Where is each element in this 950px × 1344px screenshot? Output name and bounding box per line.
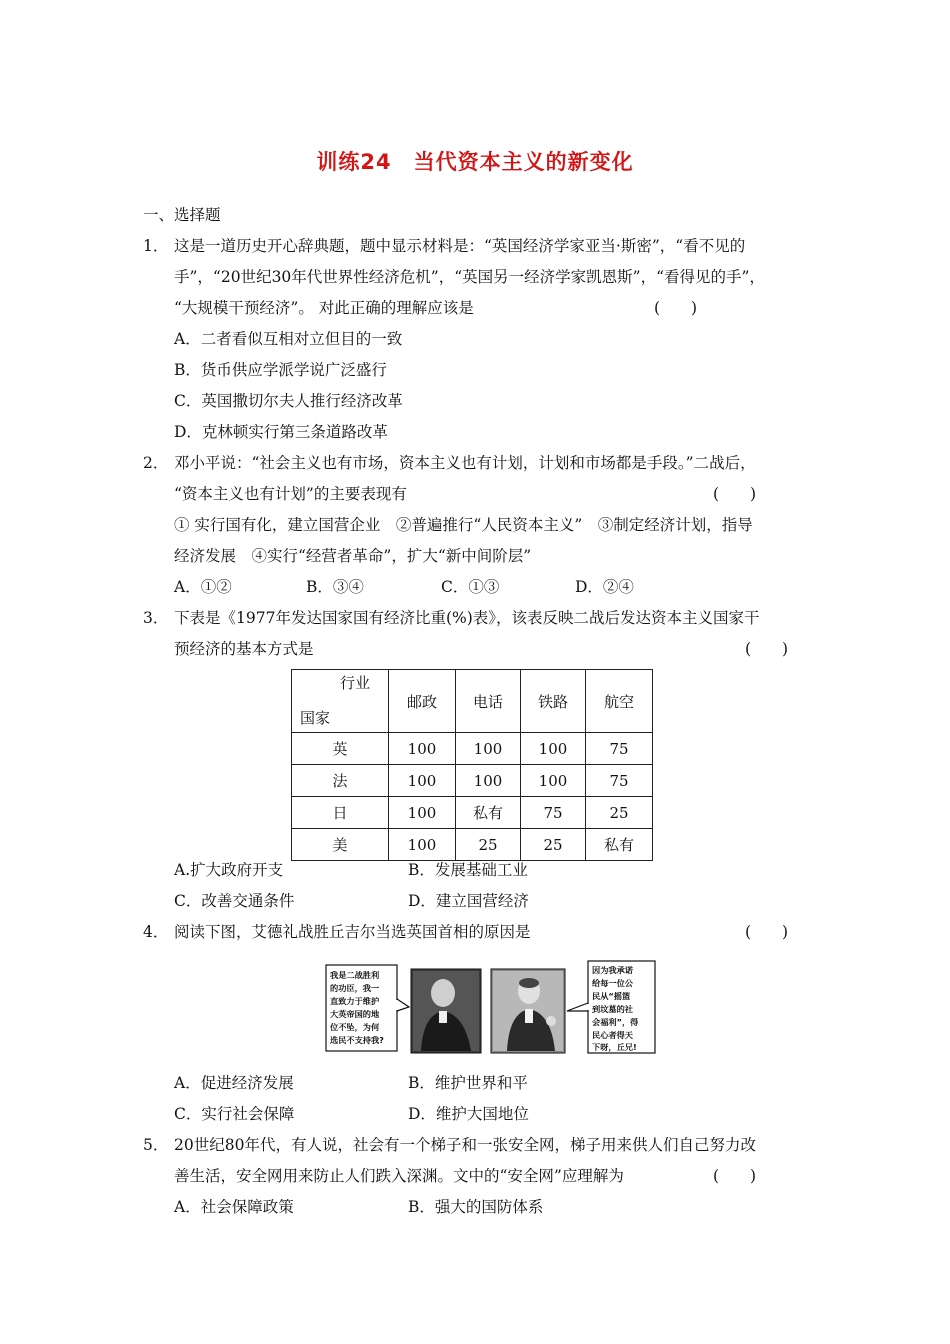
question-1-option-c: C．英国撒切尔夫人推行经济改革	[174, 392, 403, 410]
question-2-line-2: “资本主义也有计划”的主要表现有	[174, 485, 407, 503]
column-header: 邮政	[389, 670, 456, 733]
question-2-option-c: C．①③	[441, 578, 500, 596]
left-bubble-line: 大英帝国的地	[330, 1009, 380, 1019]
table-cell: 100	[456, 765, 521, 797]
question-1-option-b: B．货币供应学派学说广泛盛行	[174, 361, 387, 379]
column-header: 铁路	[521, 670, 586, 733]
question-3-option-c: C．改善交通条件	[174, 892, 295, 910]
table-row	[292, 797, 653, 829]
question-1-option-d: D．克林顿实行第三条道路改革	[174, 423, 388, 441]
right-bubble-line: 给每一位公	[592, 978, 633, 988]
left-bubble-line: 我是二战胜利	[330, 970, 380, 980]
question-5-line-2: 善生活，安全网用来防止人们跌入深渊。文中的“安全网”应理解为	[174, 1167, 624, 1185]
table-row	[292, 733, 653, 765]
table-cell: 100	[389, 765, 456, 797]
column-header: 电话	[456, 670, 521, 733]
question-1-line-1: 这是一道历史开心辞典题，题中显示材料是：“英国经济学家亚当·斯密”，“看不见的	[174, 237, 746, 255]
right-bubble-line: 下呀，丘兄!	[592, 1042, 637, 1052]
table-row	[292, 829, 653, 861]
table-cell: 25	[456, 829, 521, 861]
table-cell: 私有	[586, 829, 653, 861]
question-5-number: 5．	[143, 1136, 169, 1154]
table-cell: 100	[389, 829, 456, 861]
question-3-answer-blank: ( )	[745, 640, 789, 658]
right-bubble-line: 到坟墓的社	[592, 1004, 633, 1014]
question-1-option-a: A．二者看似互相对立但目的一致	[174, 330, 403, 348]
question-2-answer-blank: ( )	[713, 485, 757, 503]
question-1-answer-blank: ( )	[654, 299, 698, 317]
table-cell: 75	[586, 765, 653, 797]
question-4-number: 4．	[143, 923, 169, 941]
left-bubble-line: 的功臣，我一	[330, 983, 380, 993]
question-3-line-1: 下表是《1977年发达国家国有经济比重(%)表》，该表反映二战后发达资本主义国家干	[174, 609, 760, 627]
table-cell: 100	[389, 733, 456, 765]
right-bubble-line: 民从“摇篮	[592, 991, 631, 1001]
column-header: 航空	[586, 670, 653, 733]
question-1-line-2: 手”，“20世纪30年代世界性经济危机”，“英国另一经济学家凯恩斯”，“看得见的手”，	[174, 268, 765, 286]
attlee-photo	[491, 969, 565, 1053]
left-bubble-line: 位不坠，为何	[330, 1022, 380, 1032]
right-bubble-line: 会福利”，得	[592, 1017, 639, 1027]
question-5-option-a: A．社会保障政策	[174, 1198, 294, 1216]
left-bubble-line: 选民不支持我?	[330, 1035, 384, 1045]
table-header-corner	[292, 670, 389, 733]
churchill-photo	[411, 969, 481, 1053]
left-bubble-line: 直致力于维护	[330, 996, 380, 1006]
table-row	[292, 765, 653, 797]
question-1-line-3: “大规模干预经济”。 对此正确的理解应该是	[174, 299, 474, 317]
row-country: 美	[292, 829, 389, 861]
table-cell: 25	[521, 829, 586, 861]
question-3-option-d: D．建立国营经济	[408, 892, 529, 910]
question-3-line-2: 预经济的基本方式是	[174, 640, 314, 658]
question-2-line-3: ① 实行国有化，建立国营企业 ②普遍推行“人民资本主义” ③制定经济计划，指导	[174, 516, 753, 534]
question-4-line-1: 阅读下图，艾德礼战胜丘吉尔当选英国首相的原因是	[174, 923, 531, 941]
header-industry-label: 行业	[339, 674, 370, 692]
question-2-line-1: 邓小平说：“社会主义也有市场，资本主义也有计划，计划和市场都是手段。”二战后，	[174, 454, 756, 472]
table-cell: 75	[586, 733, 653, 765]
question-3-number: 3．	[143, 609, 169, 627]
question-4-answer-blank: ( )	[745, 923, 789, 941]
churchill-attlee-cartoon	[325, 959, 656, 1055]
left-speech-bubble	[326, 965, 409, 1051]
row-country: 法	[292, 765, 389, 797]
page-title: 训练24 当代资本主义的新变化	[316, 150, 634, 174]
question-4-option-a: A．促进经济发展	[174, 1074, 294, 1092]
right-bubble-line: 民心者得天	[592, 1030, 633, 1040]
table-cell: 100	[456, 733, 521, 765]
question-3-option-a: A.扩大政府开支	[174, 861, 284, 879]
table-cell: 75	[521, 797, 586, 829]
right-speech-bubble	[567, 961, 655, 1053]
question-2-number: 2．	[143, 454, 169, 472]
question-5-option-b: B．强大的国防体系	[408, 1198, 544, 1216]
question-2-option-d: D．②④	[575, 578, 634, 596]
question-3-option-b: B．发展基础工业	[408, 861, 528, 879]
state-ownership-table	[291, 669, 653, 861]
table-cell: 私有	[456, 797, 521, 829]
question-1-number: 1．	[143, 237, 169, 255]
table-cell: 100	[521, 765, 586, 797]
question-5-line-1: 20世纪80年代，有人说，社会有一个梯子和一张安全网，梯子用来供人们自己努力改	[174, 1136, 756, 1154]
question-4-option-c: C．实行社会保障	[174, 1105, 295, 1123]
row-country: 英	[292, 733, 389, 765]
section-heading: 一、选择题	[143, 206, 221, 224]
question-4-option-b: B．维护世界和平	[408, 1074, 528, 1092]
table-cell: 25	[586, 797, 653, 829]
question-4-option-d: D．维护大国地位	[408, 1105, 529, 1123]
question-2-line-4: 经济发展 ④实行“经营者革命”，扩大“新中间阶层”	[174, 547, 532, 565]
right-bubble-line: 因为我承诺	[592, 965, 633, 975]
header-country-label: 国家	[300, 709, 331, 727]
question-2-option-b: B．③④	[306, 578, 364, 596]
table-cell: 100	[521, 733, 586, 765]
question-2-option-a: A．①②	[174, 578, 232, 596]
table-cell: 100	[389, 797, 456, 829]
question-5-answer-blank: ( )	[713, 1167, 757, 1185]
row-country: 日	[292, 797, 389, 829]
